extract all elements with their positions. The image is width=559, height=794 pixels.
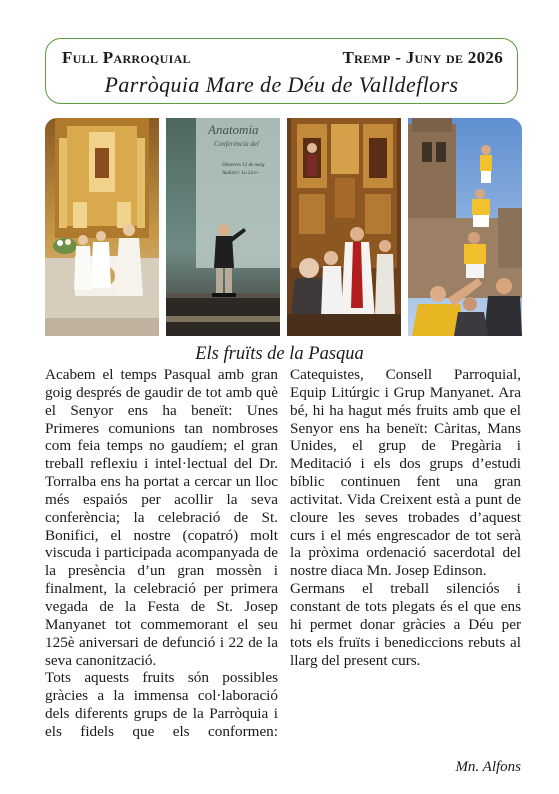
author-signature: Mn. Alfons	[455, 759, 521, 775]
article-paragraph-2-end: Catequistes, Consell Parroquial, Equip Litúrgic i Grup Manyanet. Ara bé, hi ha hagut més fruits amb que el Senyor ens ha beneït: Càritas, Mans Unides, el grup de Pregària i Meditació i els dos grups d’estudi bíblic continuen fent una gran activitat. Vida Creixent està a punt de cloure les seves trobades d’aquest curs i el més engrescador de tot serà la pròxima ordenació sacerdotal del nostre diaca Mn. Josep Edinson.	[290, 366, 521, 580]
photo-castellers-tower	[408, 118, 522, 336]
article-paragraph-1: Acabem el temps Pasqual amb gran goig després de gaudir de tot amb què el Senyor ens ha beneït: Unes Primeres comunions tan nombroses com feia temps no gaudíem; el gran treball reflexiu i intel·lectual del Dr. Torralba ens ha portat a cercar un lloc més espaiós per acollir la seva conferència; la celebració de St. Bonifici, el nostre (copatró) molt viscuda i participada acompanyada de la presència d’un gran mossèn i finalment, la celebració per primera vegada de la Festa de St. Josep Manyanet tot commemorant el seu 125è aniversari de defunció i 22 de la seva canonització.	[45, 366, 278, 669]
article-paragraph-2-start: Tots aquests fruits són possibles gràcies a la immensa col·laboració dels diferents grups de la Parròquia i els fidels que els conformen:	[45, 669, 278, 740]
article-column-left	[45, 366, 278, 741]
photo-altar-communion	[45, 118, 159, 336]
header-row	[62, 48, 503, 68]
header-box	[45, 38, 518, 104]
slide-date: Dimecres 12 de maig	[222, 163, 265, 168]
slide-subheading: Conferència del	[214, 140, 259, 148]
article-title: Els fruïts de la Pasqua	[195, 344, 364, 364]
parish-name: Parròquia Mare de Déu de Valldeflors	[104, 72, 459, 97]
article-column-right	[290, 366, 521, 669]
slide-venue: Auditori: La Lira -	[222, 171, 260, 176]
place-date: Tremp - Juny de 2026	[342, 48, 503, 67]
photo-conference-speaker	[166, 118, 280, 336]
photo-strip	[45, 118, 522, 336]
slide-heading: Anatomia	[208, 122, 259, 137]
photo-priests-altarpiece	[287, 118, 401, 336]
bulletin-name: Full Parroquial	[62, 48, 191, 67]
article-paragraph-3: Germans el treball silenciós i constant de tots plegats és el que ens hi permet donar gràcies a Déu per tots els fruïts i benediccions rebuts al llarg del present curs.	[290, 580, 521, 669]
